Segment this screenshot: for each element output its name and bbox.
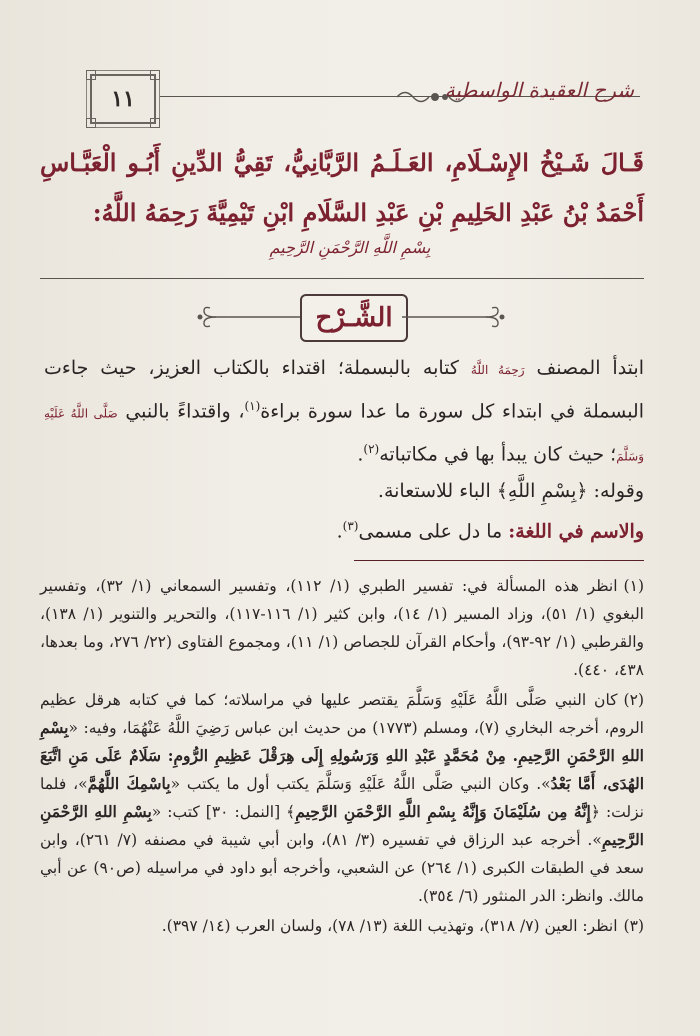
page-number: ١١ bbox=[111, 86, 135, 112]
body-text: . bbox=[336, 520, 343, 543]
footnote-3 bbox=[40, 912, 644, 940]
footnotes bbox=[40, 572, 644, 942]
footnote-text: انظر هذه المسألة في: تفسير الطبري (١/ ١١٢)، وتفسير السمعاني (١/ ٣٢)، وتفسير البغوي (١/ ٥١)، وزاد المسير (١/ ١٤)، وابن كثير (١/ ١١٦-١١٧)، والتحرير والتنوير (١/ ١٣٨)، والقرطبي (١/ ٩٢-٩٣)، وأحكام القرآن للجصاص (١/ ١١)، ومجموع الفتاوى (٢٢/ ٢٧٦، وما بعدها، ٤٣٨، ٤٤٠). bbox=[40, 577, 644, 679]
ism-text: ما دل على مسمى bbox=[358, 520, 503, 543]
scroll-ornament-icon bbox=[196, 306, 300, 328]
running-title: شرح العقيدة الواسطية bbox=[444, 78, 634, 102]
sharh-heading bbox=[196, 290, 506, 344]
footnote-text: »، فلما نزلت: ﴿ bbox=[40, 775, 644, 821]
body-text: ؛ حيث كان يبدأ بها في مكاتباته bbox=[379, 443, 617, 466]
honorific: صَلَّى اللَّهُ عَلَيْهِ وَسَلَّمَ bbox=[44, 406, 644, 464]
hadith-quote: بِاسْمِكَ اللَّهُمَّ bbox=[87, 774, 171, 793]
footnote-1 bbox=[40, 572, 644, 684]
footnote-text: ». وكان النبي صَلَّى اللَّهُ عَلَيْهِ وَسَلَّمَ يكتب أول ما يكتب « bbox=[170, 775, 551, 793]
footnote-number: (١) bbox=[623, 577, 644, 595]
quran-quote: إِنَّهُ مِن سُلَيْمَانَ وَإِنَّهُ بِسْمِ اللَّهِ الرَّحْمَنِ الرَّحِيمِ bbox=[295, 802, 591, 821]
footnote-2 bbox=[40, 686, 644, 910]
hadith-quote: بِسْمِ اللهِ الرَّحْمَنِ الرَّحِيمِ. مِنْ مُحَمَّدٍ عَبْدِ اللهِ وَرَسُولِهِ إِلَى هِرَقْلَ عَظِيمِ الرُّومِ: سَلَامٌ عَلَى مَنِ اتَّبَعَ الهُدَى، أَمَّا بَعْدُ bbox=[40, 718, 644, 793]
footnote-text: انظر: العين (٧/ ٣١٨)، وتهذيب اللغة (١٣/ ٧٨)، ولسان العرب (١٤/ ٣٩٧). bbox=[161, 917, 618, 935]
qawluhu-line: وقوله: ﴿بِسْمِ اللَّهِ﴾ الباء للاستعانة. bbox=[377, 480, 644, 502]
sharh-title-box bbox=[300, 294, 408, 342]
footnote-number: (٢) bbox=[623, 691, 644, 709]
opening-statement: قَـالَ شَـيْخُ الإِسْـلَامِ، العَـلَـمُ الرَّبَّانِيُّ، تَقِيُّ الدِّينِ أَبُـو الْعَبَّـاسِ أَحْمَدُ بْنُ عَبْدِ الحَلِيمِ بْنِ عَبْدِ السَّلَامِ ابْنِ تَيْمِيَّةَ رَحِمَهُ اللَّهُ: bbox=[40, 148, 644, 227]
section-divider bbox=[40, 278, 644, 279]
scroll-ornament-icon bbox=[402, 306, 506, 328]
footnote-text: كان النبي صَلَّى اللَّهُ عَلَيْهِ وَسَلَّمَ يقتصر عليها في مراسلاته؛ كما في كتابه هرقل عظيم الروم، أخرجه البخاري (٧)، ومسلم (١٧٧٣) من حديث ابن عباس رَضِيَ اللَّهُ عَنْهُمَا، وفيه: « bbox=[40, 691, 644, 737]
footnote-ref[interactable]: (٢) bbox=[363, 442, 380, 457]
body-text: كتابه بالبسملة؛ اقتداء بالكتاب العزيز، حيث جاءت البسملة في ابتداء كل سورة ما عدا سورة براءة bbox=[44, 357, 644, 423]
page-number-frame bbox=[90, 74, 156, 124]
sharh-title: الشَّـرْح bbox=[315, 303, 393, 333]
basmala: بِسْمِ اللَّهِ الرَّحْمَنِ الرَّحِيمِ bbox=[269, 238, 431, 257]
body-text: ابتدأ المصنف bbox=[536, 357, 644, 379]
body-text: ، واقتداءً بالنبي bbox=[125, 400, 245, 423]
footnote-text: ». أخرجه عبد الرزاق في تفسيره (٣/ ٨١)، وابن أبي شيبة في مصنفه (٧/ ٢٦١)، وابن سعد في الطبقات الكبرى (١/ ٢٦٤) عن الشعبي، وأخرجه أبو داود في مراسيله (ص٩٠) عن أبي مالك. وانظر: الدر المنثور (٦/ ٣٥٤). bbox=[40, 831, 644, 905]
hadith-quote: بِسْمِ اللهِ الرَّحْمَنِ الرَّحِيمِ bbox=[40, 802, 644, 849]
footnote-ref[interactable]: (١) bbox=[244, 399, 261, 413]
ism-definition-line bbox=[337, 519, 644, 542]
body-paragraph bbox=[44, 350, 644, 475]
ism-label: والاسم في اللغة: bbox=[508, 520, 644, 543]
footnote-divider bbox=[354, 560, 644, 561]
body-text: . bbox=[357, 443, 364, 466]
footnote-text: ﴾ [النمل: ٣٠] كتب: « bbox=[151, 803, 296, 821]
footnote-number: (٣) bbox=[623, 917, 644, 935]
footnote-ref[interactable]: (٣) bbox=[342, 519, 359, 533]
honorific: رَحِمَهُ اللَّهُ bbox=[470, 363, 525, 377]
